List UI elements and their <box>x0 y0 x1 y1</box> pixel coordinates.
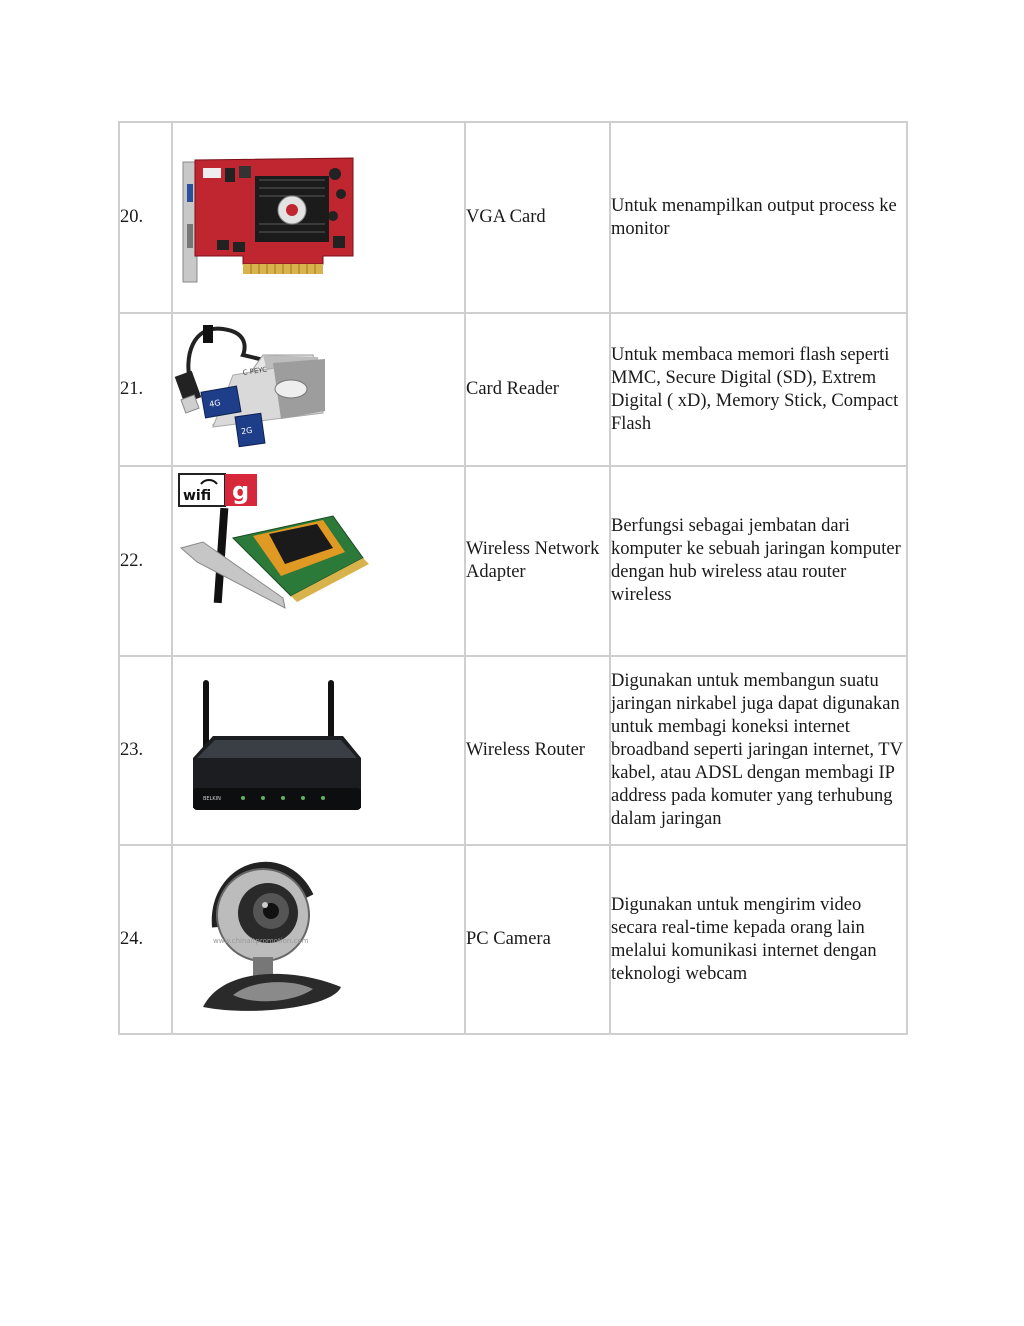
wireless-adapter-icon <box>173 468 462 654</box>
sd-card-label: 2G <box>240 425 253 437</box>
row-number: 20. <box>119 122 172 313</box>
device-description: Berfungsi sebagai jembatan dari komputer ke sebuah jaringan komputer dengan hub wireless atau router wireless <box>610 466 907 656</box>
wifi-badge-text: wifi <box>183 488 212 504</box>
row-number: 21. <box>119 313 172 466</box>
table-row <box>119 122 907 313</box>
device-name: Wireless Network Adapter <box>465 466 610 656</box>
wireless-router-icon <box>173 658 462 843</box>
row-image-cell <box>172 313 465 466</box>
wifi-g-letter: g <box>232 477 250 505</box>
table-row <box>119 313 907 466</box>
device-description: Untuk menampilkan output process ke monitor <box>610 122 907 313</box>
row-number: 23. <box>119 656 172 845</box>
row-image-cell <box>172 845 465 1034</box>
device-name: Card Reader <box>465 313 610 466</box>
row-number: 24. <box>119 845 172 1034</box>
row-image-cell <box>172 656 465 845</box>
webcam-icon <box>173 847 462 1032</box>
table-row <box>119 656 907 845</box>
device-description: Digunakan untuk membangun suatu jaringan nirkabel juga dapat digunakan untuk membagi koneksi internet broadband seperti jaringan internet, TV kabel, atau ADSL dengan membagi IP address pada komuter yang terhubung dalam jaringan <box>610 656 907 845</box>
reader-brand-text: C PEYC <box>242 365 268 377</box>
row-number: 22. <box>119 466 172 656</box>
card-reader-icon <box>173 315 462 464</box>
sd-card-label: 4G <box>208 398 222 410</box>
hardware-table <box>118 121 908 1035</box>
row-image-cell <box>172 122 465 313</box>
device-name: VGA Card <box>465 122 610 313</box>
camera-watermark: www.chinaitpromotion.com <box>213 937 309 945</box>
vga-card-icon <box>173 124 462 311</box>
table-row <box>119 466 907 656</box>
device-description: Untuk membaca memori flash seperti MMC, Secure Digital (SD), Extrem Digital ( xD), Memory Stick, Compact Flash <box>610 313 907 466</box>
table-row <box>119 845 907 1034</box>
row-image-cell <box>172 466 465 656</box>
device-name: Wireless Router <box>465 656 610 845</box>
device-name: PC Camera <box>465 845 610 1034</box>
router-brand-text: BELKIN <box>203 796 221 802</box>
device-description: Digunakan untuk mengirim video secara real-time kepada orang lain melalui komunikasi internet dengan teknologi webcam <box>610 845 907 1034</box>
